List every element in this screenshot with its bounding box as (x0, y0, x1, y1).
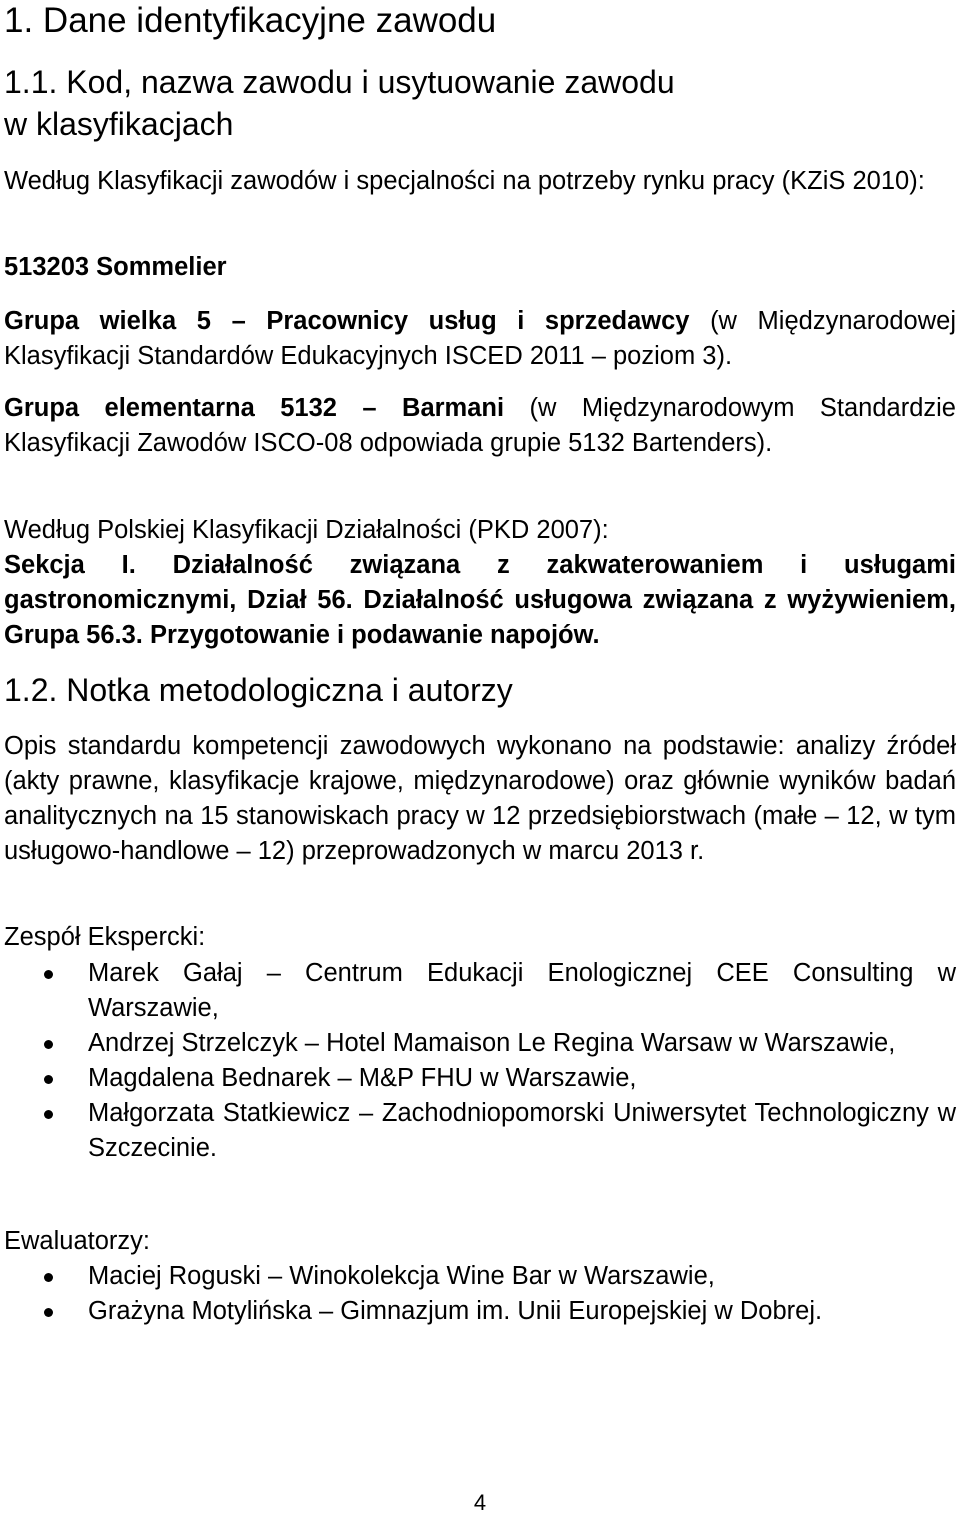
subsection-heading-1-2: 1.2. Notka metodologiczna i autorzy (4, 672, 513, 708)
grupa-wielka-bold: Grupa wielka 5 – Pracownicy usług i sprzedawcy (4, 307, 690, 335)
section-heading-1: 1. Dane identyfikacyjne zawodu (4, 1, 497, 40)
methodology-paragraph: Opis standardu kompetencji zawodowych wykonano na podstawie: analizy źródeł (akty prawne, klasyfikacje krajowe, międzynarodowe) oraz głównie wyników badań analitycznych na 15 stanowiskach pracy w 12 przedsiębiorstwach (małe – 12, w tym usługowo-handlowe – 12) przeprowadzonych w marcu 2013 r. (4, 732, 956, 865)
list-item (4, 1294, 956, 1329)
expert-entry: Marek Gałaj – Centrum Edukacji Enologicznej CEE Consulting w Warszawie, (88, 959, 956, 1022)
evaluator-entry: Grażyna Motylińska – Gimnazjum im. Unii Europejskiej w Dobrej. (88, 1297, 823, 1325)
grupa-elementarna-paragraph (4, 391, 956, 461)
list-item (4, 956, 956, 1026)
expert-entry: Andrzej Strzelczyk – Hotel Mamaison Le Regina Warsaw w Warszawie, (88, 1029, 896, 1057)
bullet-icon (44, 970, 53, 979)
subsection-heading-1-1-line2: w klasyfikacjach (4, 106, 234, 142)
expert-entry: Magdalena Bednarek – M&P FHU w Warszawie, (88, 1064, 637, 1092)
experts-list (4, 956, 956, 1166)
list-item (4, 1061, 956, 1096)
bullet-icon (44, 1040, 53, 1049)
subsection-heading-1-1-line1: 1.1. Kod, nazwa zawodu i usytuowanie zawodu (4, 64, 675, 100)
grupa-elementarna-bold: Grupa elementarna 5132 – Barmani (4, 394, 505, 422)
kzis-paragraph: Według Klasyfikacji zawodów i specjalności na potrzeby rynku pracy (KZiS 2010): (4, 167, 925, 195)
bullet-icon (44, 1075, 53, 1084)
occupation-code-name: 513203 Sommelier (4, 253, 227, 281)
evaluators-label: Ewaluatorzy: (4, 1227, 150, 1255)
subsection-heading-1-1 (4, 61, 956, 145)
list-item (4, 1026, 956, 1061)
bullet-icon (44, 1308, 53, 1317)
grupa-wielka-paragraph (4, 304, 956, 374)
grupa-elementarna-rest: (w Międzynarodowym Standardzie Klasyfikacji Zawodów ISCO-08 odpowiada grupie 5132 Bartenders). (4, 394, 956, 457)
evaluators-list (4, 1259, 956, 1329)
grupa-wielka-rest: (w Międzynarodowej Klasyfikacji Standardów Edukacyjnych ISCED 2011 – poziom 3). (4, 307, 956, 370)
pkd-sekcja-paragraph: Sekcja I. Działalność związana z zakwaterowaniem i usługami gastronomicznymi, Dział 56. Działalność usługowa związana z wyżywieniem, Grupa 56.3. Przygotowanie i podawanie napojów. (4, 551, 956, 649)
experts-label: Zespół Ekspercki: (4, 923, 206, 951)
list-item (4, 1259, 956, 1294)
page-number: 4 (473, 1490, 487, 1515)
evaluator-entry: Maciej Roguski – Winokolekcja Wine Bar w Warszawie, (88, 1262, 715, 1290)
bullet-icon (44, 1273, 53, 1282)
pkd-paragraph: Według Polskiej Klasyfikacji Działalności (PKD 2007): (4, 516, 609, 544)
expert-entry: Małgorzata Statkiewicz – Zachodniopomorski Uniwersytet Technologiczny w Szczecinie. (88, 1099, 956, 1162)
bullet-icon (44, 1110, 53, 1119)
list-item (4, 1096, 956, 1166)
